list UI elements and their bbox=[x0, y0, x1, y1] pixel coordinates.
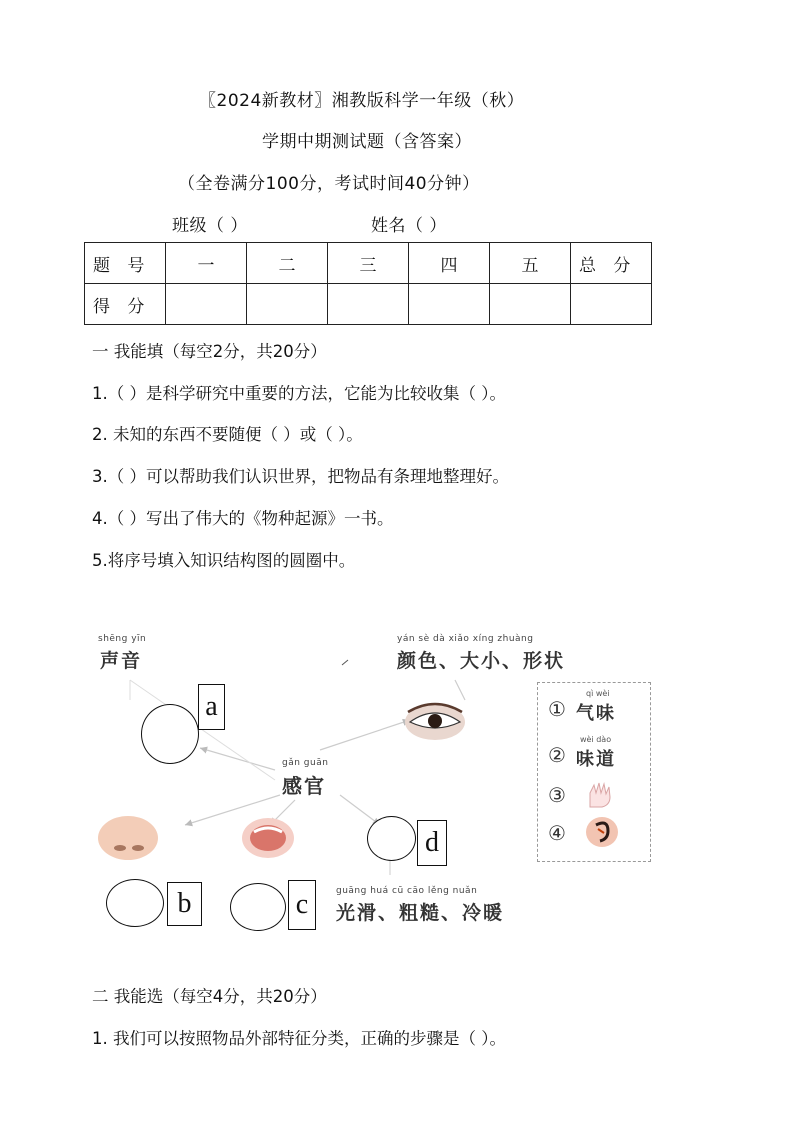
label-c: c bbox=[288, 880, 316, 930]
question-1-2: 2. 未知的东西不要随便（ ）或（ ）。 bbox=[92, 425, 363, 444]
name-field: 姓名（ ） bbox=[371, 216, 447, 236]
table-cell: 总 分 bbox=[571, 243, 652, 284]
section-1-heading: 一 我能填（每空2分，共20分） bbox=[92, 342, 327, 361]
appearance-pinyin: yán sè dà xiǎo xíng zhuàng bbox=[397, 634, 534, 644]
legend-text-1: 气味 bbox=[576, 703, 616, 724]
table-cell[interactable] bbox=[409, 284, 490, 325]
table-cell[interactable] bbox=[571, 284, 652, 325]
question-1-3: 3.（ ）可以帮助我们认识世界，把物品有条理地整理好。 bbox=[92, 467, 509, 486]
score-table-header-row bbox=[85, 243, 652, 284]
table-cell[interactable] bbox=[490, 284, 571, 325]
legend-pinyin-1: qì wèi bbox=[586, 689, 610, 698]
nose-picture bbox=[98, 816, 158, 860]
section-2-heading: 二 我能选（每空4分，共20分） bbox=[92, 987, 327, 1006]
hand-icon bbox=[582, 779, 622, 811]
label-b: b bbox=[167, 882, 202, 926]
ear-icon bbox=[582, 815, 622, 849]
score-table bbox=[84, 242, 652, 325]
table-cell[interactable] bbox=[328, 284, 409, 325]
sound-label: 声音 bbox=[100, 650, 143, 672]
appearance-label: 颜色、大小、形状 bbox=[397, 650, 566, 672]
legend-text-2: 味道 bbox=[576, 749, 616, 770]
touch-pinyin: guāng huá cū cāo lěng nuǎn bbox=[336, 886, 478, 896]
table-cell: 题 号 bbox=[85, 243, 166, 284]
legend-number-3: ③ bbox=[548, 783, 566, 807]
table-cell[interactable] bbox=[247, 284, 328, 325]
legend-number-2: ② bbox=[548, 743, 566, 767]
senses-label: 感官 bbox=[282, 774, 326, 798]
legend-pinyin-2: wèi dào bbox=[580, 735, 612, 744]
answer-circle-b[interactable] bbox=[106, 879, 164, 927]
sound-pinyin: shēng yīn bbox=[98, 634, 147, 644]
senses-pinyin: gǎn guān bbox=[282, 758, 329, 768]
table-cell: 四 bbox=[409, 243, 490, 284]
table-cell: 一 bbox=[166, 243, 247, 284]
legend-number-4: ④ bbox=[548, 821, 566, 845]
mouth-picture bbox=[242, 818, 294, 858]
label-d: d bbox=[417, 820, 447, 866]
table-cell: 三 bbox=[328, 243, 409, 284]
answer-circle-c[interactable] bbox=[230, 883, 286, 931]
table-cell: 五 bbox=[490, 243, 571, 284]
legend-box bbox=[537, 682, 651, 862]
knowledge-structure-diagram bbox=[90, 620, 660, 950]
label-a: a bbox=[198, 684, 225, 730]
exam-info: （全卷满分100分，考试时间40分钟） bbox=[178, 174, 480, 194]
legend-number-1: ① bbox=[548, 697, 566, 721]
touch-label: 光滑、粗糙、冷暖 bbox=[336, 902, 505, 924]
table-cell[interactable] bbox=[166, 284, 247, 325]
answer-circle-a[interactable] bbox=[141, 704, 199, 764]
eye-picture bbox=[405, 704, 465, 740]
question-1-4: 4.（ ）写出了伟大的《物种起源》一书。 bbox=[92, 509, 394, 528]
class-field: 班级（ ） bbox=[172, 216, 248, 236]
question-1-1: 1.（ ）是科学研究中重要的方法，它能为比较收集（ ）。 bbox=[92, 384, 506, 403]
title-line-1: 〖2024新教材〗湘教版科学一年级（秋） bbox=[199, 91, 525, 111]
score-table-score-row bbox=[85, 284, 652, 325]
table-cell: 二 bbox=[247, 243, 328, 284]
answer-circle-d[interactable] bbox=[367, 816, 416, 861]
title-line-2: 学期中期测试题（含答案） bbox=[262, 132, 472, 152]
table-cell: 得 分 bbox=[85, 284, 166, 325]
question-1-5: 5.将序号填入知识结构图的圆圈中。 bbox=[92, 551, 356, 570]
question-2-1: 1. 我们可以按照物品外部特征分类，正确的步骤是（ ）。 bbox=[92, 1029, 506, 1048]
